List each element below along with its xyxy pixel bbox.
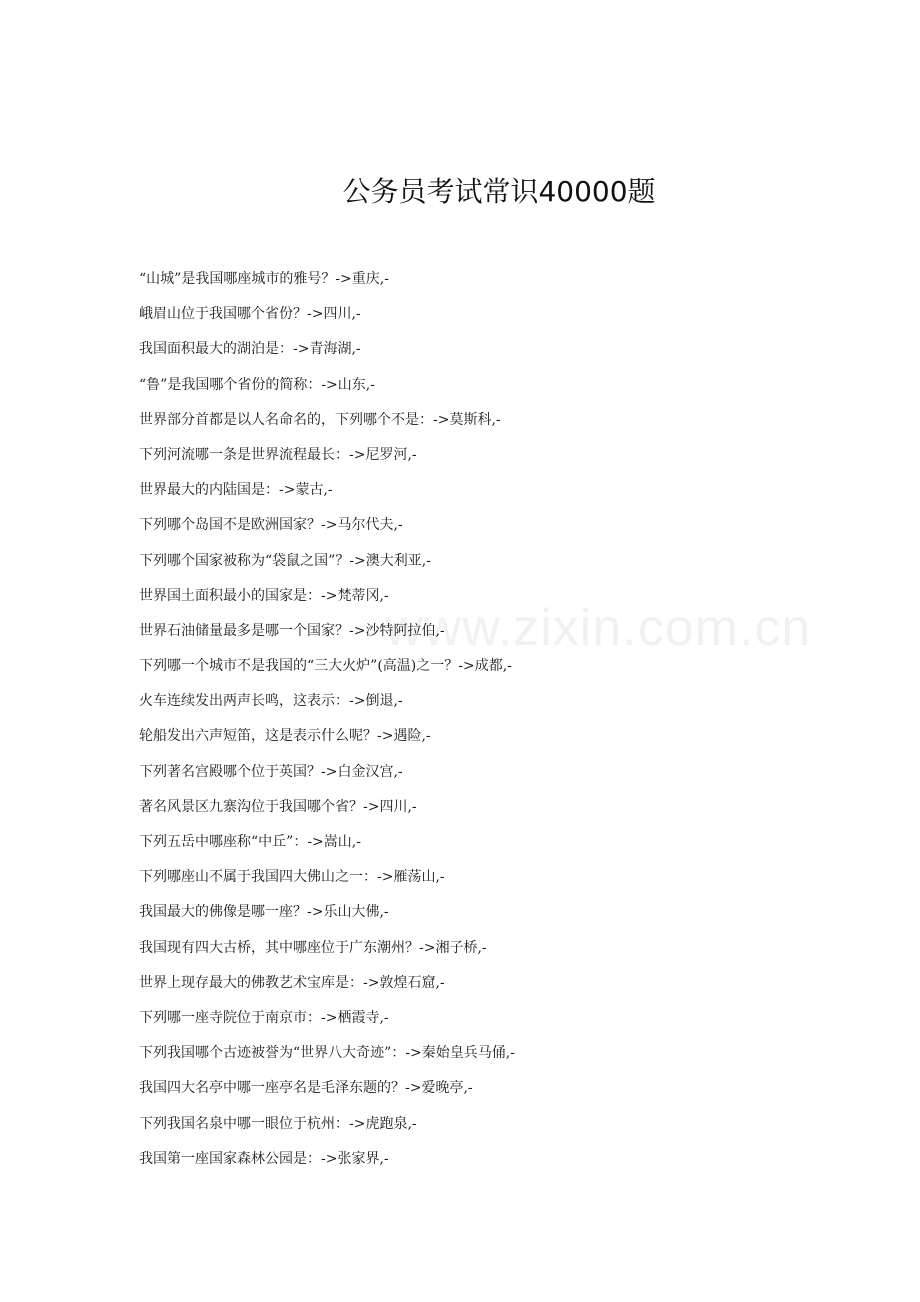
question-item: 下列著名宫殿哪个位于英国？->白金汉宫,-: [139, 763, 403, 780]
question-item: 我国面积最大的湖泊是：->青海湖,-: [139, 341, 361, 358]
question-item: 下列河流哪一条是世界流程最长：->尼罗河,-: [139, 446, 417, 463]
question-item: 峨眉山位于我国哪个省份？->四川,-: [139, 306, 361, 323]
question-item: 我国第一座国家森林公园是：->张家界,-: [139, 1150, 389, 1167]
question-item: 我国四大名亭中哪一座亭名是毛泽东题的？->爱晚亭,-: [139, 1080, 473, 1097]
question-item: 下列我国哪个古迹被誉为“世界八大奇迹”：->秦始皇兵马俑,-: [139, 1045, 515, 1062]
question-item: 下列哪个岛国不是欧洲国家？->马尔代夫,-: [139, 517, 403, 534]
question-item: 下列哪个国家被称为“袋鼠之国”？->澳大利亚,-: [139, 552, 431, 569]
question-item: 著名风景区九寨沟位于我国哪个省？->四川,-: [139, 798, 417, 815]
question-item: 世界国土面积最小的国家是：->梵蒂冈,-: [139, 587, 389, 604]
question-item: 世界最大的内陆国是：->蒙古,-: [139, 482, 333, 499]
question-item: 下列哪一座寺院位于南京市：->栖霞寺,-: [139, 1009, 389, 1026]
question-list: [139, 262, 515, 1177]
question-item: 下列哪座山不属于我国四大佛山之一：->雁荡山,-: [139, 869, 445, 886]
question-item: 火车连续发出两声长鸣，这表示：->倒退,-: [139, 693, 403, 710]
question-item: “山城”是我国哪座城市的雅号？->重庆,-: [139, 271, 389, 287]
question-item: 世界部分首都是以人名命名的，下列哪个不是：->莫斯科,-: [139, 411, 501, 428]
question-item: “鲁”是我国哪个省份的简称：->山东,-: [139, 376, 375, 393]
question-item: 世界石油储量最多是哪一个国家？->沙特阿拉伯,-: [139, 622, 445, 639]
question-item: 世界上现存最大的佛教艺术宝库是：->敦煌石窟,-: [139, 974, 445, 991]
watermark: www.zixin.com.cn: [385, 599, 812, 657]
question-item: 我国现有四大古桥，其中哪座位于广东潮州？->湘子桥,-: [139, 939, 487, 956]
question-item: 轮船发出六声短笛，这是表示什么呢？->遇险,-: [139, 728, 431, 745]
document-title: 公务员考试常识40000题: [342, 175, 656, 208]
question-item: 下列五岳中哪座称“中丘”：->嵩山,-: [139, 834, 361, 850]
question-item: 下列哪一个城市不是我国的“三大火炉”(高温)之一？->成都,-: [139, 658, 512, 675]
question-item: 我国最大的佛像是哪一座？->乐山大佛,-: [139, 904, 389, 921]
question-item: 下列我国名泉中哪一眼位于杭州：->虎跑泉,-: [139, 1115, 417, 1132]
